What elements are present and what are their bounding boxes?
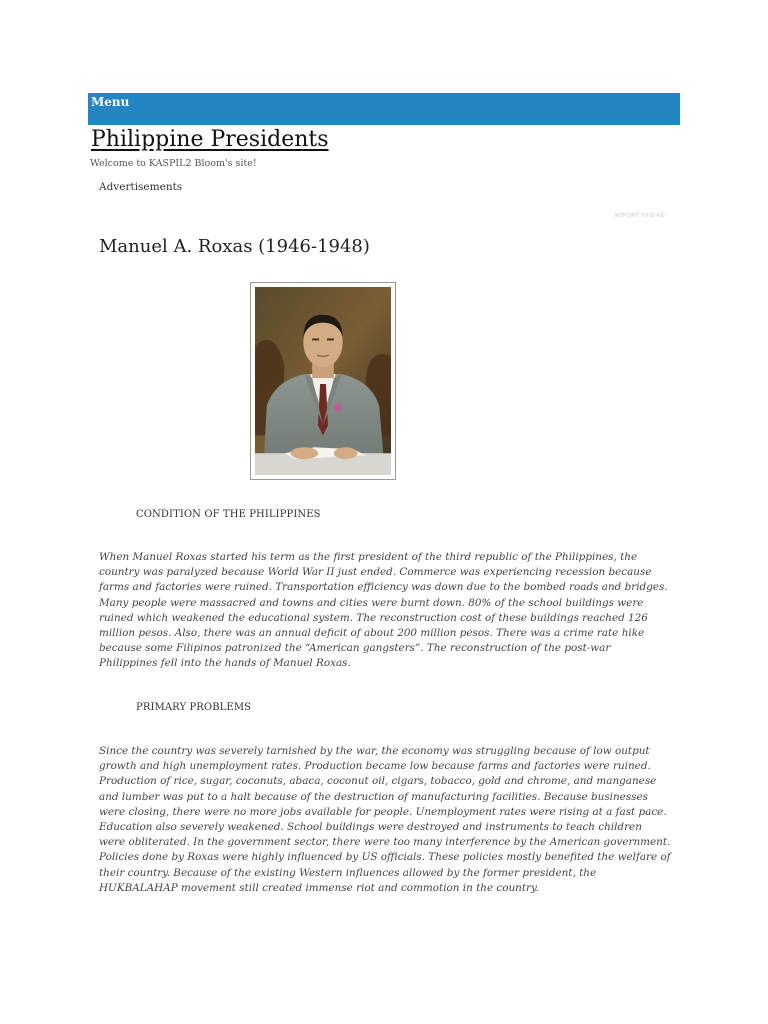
portrait-image <box>255 287 391 475</box>
section-heading-condition: CONDITION OF THE PHILIPPINES <box>136 509 321 520</box>
post-title: Manuel A. Roxas (1946-1948) <box>99 236 370 257</box>
site-title[interactable]: Philippine Presidents <box>91 127 329 152</box>
site-tagline: Welcome to KASPIL2 Bloom's site! <box>90 158 257 169</box>
section-heading-problems: PRIMARY PROBLEMS <box>136 702 252 713</box>
menu-button[interactable]: Menu <box>91 95 130 109</box>
report-ad-link[interactable]: REPORT THIS AD <box>615 213 666 219</box>
paragraph-condition: When Manuel Roxas started his term as the first president of the third republic of the Philippines, the country was paralyzed because World War II just ended. Commerce was experiencing recession because farms and factories were ruined. Transportation efficiency was down due to the bombed roads and bridges. Many people were massacred and towns and cities were burnt down. 80% of the school buildings were ruined which weakened the educational system. The reconstruction cost of these buildings reached 126 million pesos. Also, there was an annual deficit of about 200 million pesos. There was a crime rate hike because some Filipinos patronized the “American gangsters”. The reconstruction of the post-war Philippines fell into the hands of Manuel Roxas. <box>99 551 668 670</box>
paragraph-problems: Since the country was severely tarnished by the war, the economy was struggling because of low output growth and high unemployment rates. Production became low because farms and factories were ruined. Production of rice, sugar, coconuts, abaca, coconut oil, cigars, tobacco, gold and chrome, and manganese and lumber was put to a halt because of the destruction of manufacturing facilities. Because businesses were closing, there were no more jobs available for people. Unemployment rates were rising at a fast pace. Education also severely weakened. School buildings were destroyed and instruments to teach children were obliterated. In the government sector, there were too many interference by the American government. Policies done by Roxas were highly influenced by US officials. These policies mostly benefited the welfare of their country. Because of the existing Western influences allowed by the former president, the HUKBALAHAP movement still created immense riot and commotion in the country. <box>99 745 671 894</box>
advertisements-label: Advertisements <box>99 181 183 193</box>
menu-bar[interactable] <box>88 93 680 125</box>
president-portrait <box>250 282 396 480</box>
